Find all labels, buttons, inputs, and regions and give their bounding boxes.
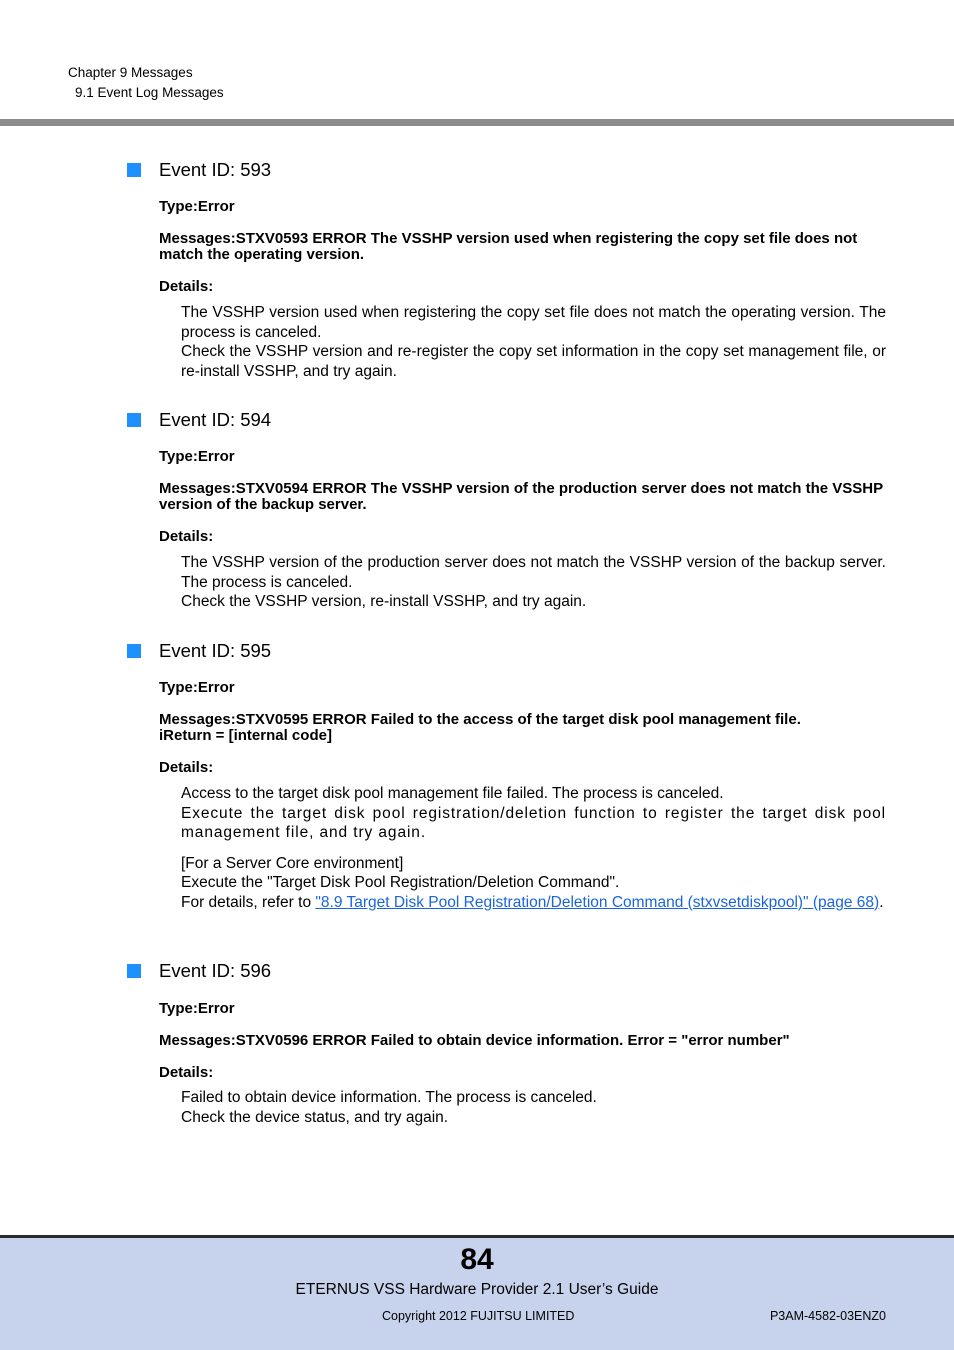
details-label: Details: (159, 278, 214, 295)
section-label: 9.1 Event Log Messages (75, 85, 224, 100)
reference-suffix: . (879, 893, 884, 911)
event-type: Type:Error (159, 1000, 235, 1017)
details-label: Details: (159, 759, 214, 776)
server-core-heading: [For a Server Core environment] (181, 854, 404, 872)
event-title-label: Event ID: 596 (159, 960, 272, 981)
details-body (181, 784, 886, 912)
details-paragraph: Check the device status, and try again. (181, 1108, 449, 1126)
details-paragraph: Execute the target disk pool registration/deletion function to register the target disk pool management file, and try again. (181, 804, 886, 841)
copyright-notice: Copyright 2012 FUJITSU LIMITED (382, 1309, 575, 1323)
reference-link[interactable]: "8.9 Target Disk Pool Registration/Deletion Command (stxvsetdiskpool)" (page 68) (315, 893, 880, 911)
event-message (159, 712, 889, 744)
event-message-line: Messages:STXV0595 ERROR Failed to the access of the target disk pool management file. (159, 711, 801, 728)
page-number: 84 (460, 1243, 494, 1276)
chapter-label: Chapter 9 Messages (68, 65, 193, 80)
details-paragraph: Check the VSSHP version, re-install VSSHP, and try again. (181, 593, 587, 610)
guide-title: ETERNUS VSS Hardware Provider 2.1 User’s Guide (295, 1281, 659, 1298)
event-message: Messages:STXV0596 ERROR Failed to obtain device information. Error = "error number" (159, 1032, 790, 1049)
square-bullet-icon (127, 413, 141, 427)
document-code: P3AM-4582-03ENZ0 (769, 1309, 886, 1323)
details-body (181, 303, 886, 381)
event-type: Type:Error (159, 448, 235, 465)
event-message: Messages:STXV0593 ERROR The VSSHP version used when registering the copy set file does not match the operating version. (159, 230, 858, 263)
running-header (68, 63, 224, 103)
reference-prefix: For details, refer to (181, 893, 316, 911)
details-paragraph: Failed to obtain device information. The process is canceled. (181, 1089, 597, 1106)
details-paragraph: The VSSHP version of the production server does not match the VSSHP version of the backup server. The process is canceled. (181, 554, 886, 591)
square-bullet-icon (127, 644, 141, 658)
event-title-label: Event ID: 594 (159, 409, 272, 430)
details-paragraph: Check the VSSHP version and re-register the copy set information in the copy set management file, or re-install VSSHP, and try again. (181, 343, 886, 380)
event-message: Messages:STXV0594 ERROR The VSSHP version of the production server does not match the VSSHP version of the backup server. (159, 480, 883, 513)
header-rule (0, 119, 954, 126)
details-body (181, 553, 886, 612)
square-bullet-icon (127, 964, 141, 978)
details-paragraph: The VSSHP version used when registering the copy set file does not match the operating version. The process is canceled. (181, 304, 886, 341)
details-body (181, 1088, 886, 1127)
event-title-label: Event ID: 593 (159, 159, 272, 180)
server-core-instruction: Execute the "Target Disk Pool Registration/Deletion Command". (181, 874, 620, 891)
details-label: Details: (159, 528, 214, 545)
event-title-label: Event ID: 595 (159, 640, 272, 661)
event-type: Type:Error (159, 679, 235, 696)
event-type: Type:Error (159, 198, 235, 215)
square-bullet-icon (127, 163, 141, 177)
details-paragraph: Access to the target disk pool management file failed. The process is canceled. (181, 785, 724, 802)
page-footer (0, 1235, 954, 1350)
server-core-reference (181, 893, 886, 913)
footer-rule (0, 1235, 954, 1238)
details-label: Details: (159, 1064, 214, 1081)
event-message-line: iReturn = [internal code] (159, 727, 332, 744)
